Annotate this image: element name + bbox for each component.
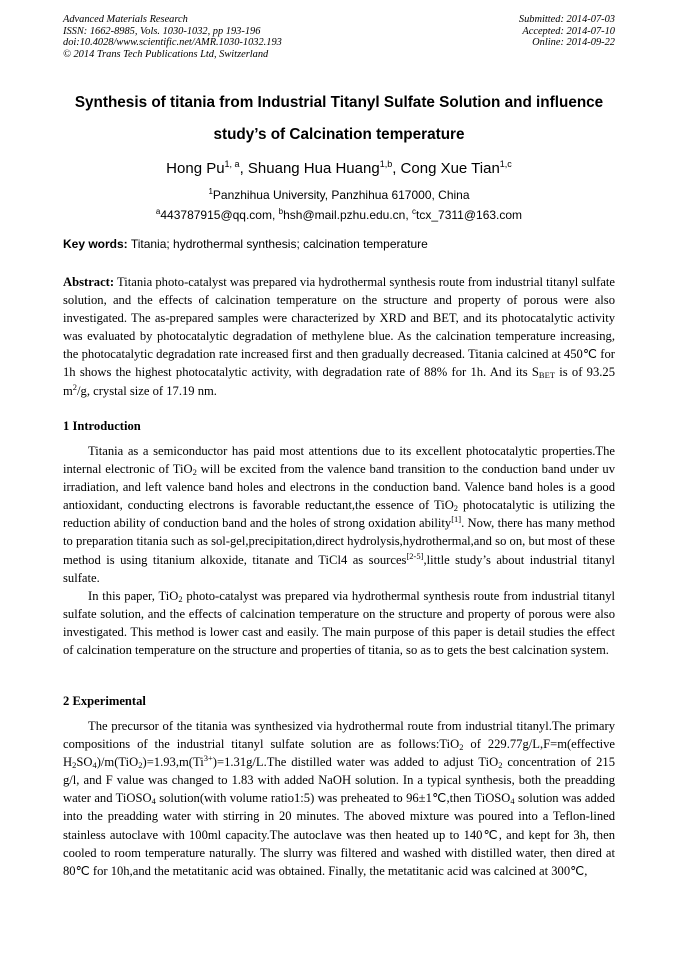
author-affiliation-mark: 1, a [224, 159, 240, 169]
citation: [2-5] [406, 550, 424, 561]
email-separator: , [405, 208, 413, 222]
experimental-section [63, 717, 615, 880]
text-run: . Now, there has many method to preparation titania such as sol-gel,precipitation,direct hydrolysis,hydrothermal,and so on, but most of these method is using titanium alkoxide, titanate and TiCl4 as sources [63, 516, 616, 567]
text-run: In this paper, TiO [88, 588, 179, 603]
journal-issn: ISSN: 1662-8985, Vols. 1030-1032, pp 193-196 [63, 25, 261, 37]
submitted-date: Submitted: 2014-07-03 [518, 14, 615, 25]
text-run: )=1.31g/L.The distilled water was added to adjust TiO [212, 755, 499, 770]
abstract-text: /g, crystal size of 17.19 nm. [77, 383, 217, 398]
email-list [0, 208, 678, 222]
text-run: of 229.77g/L,F=m(effective H [63, 737, 615, 770]
paragraph [63, 442, 615, 587]
author-name: Hong Pu [166, 160, 225, 177]
subscript: BET [538, 370, 555, 381]
affiliation-text: Panzhihua University, Panzhihua 617000, China [212, 188, 470, 202]
text-run: solution was added into the preadding water with stirring in 20 minutes. The aboved mixture was poured into a Teflon-lined stainless autoclave with 100ml capacity.The autoclave was then heated up to 140℃, and kept for 3h, then cooled to room temperature naturally. The slurry was filtered and washed with distilled water, then dired at 80℃ for 10h,and the metatitanic acid was obtained. Finally, the metatitanic acid was calcined at 300℃, [63, 791, 615, 878]
dates-header [519, 14, 615, 49]
text-run: photocatalytic is utilizing the reduction ability of conduction band and the holes of strong oxidation ability [63, 498, 615, 531]
subscript: 4 [510, 796, 515, 807]
keywords [63, 237, 428, 251]
subscript: 4 [151, 796, 156, 807]
subscript: 2 [498, 760, 503, 771]
email-address: 443787915@qq.com [160, 208, 272, 222]
keywords-label: Key words: [63, 237, 128, 251]
text-run: will be excited from the valence band transition to the conduction band under uv irradiation, and left valence band holes and electrons in the conduction band. Valence band holes is a good antioxidant, conducting electrons is favorable reductant,the essence of TiO [63, 462, 615, 513]
text-run: solution(with volume ratio1:5) was preheated to 96±1℃,then TiOSO [155, 791, 511, 806]
abstract-text: Titania photo-catalyst was prepared via hydrothermal synthesis route from industrial titanyl sulfate solution, and the effects of calcination temperature on the structure and property of porous were also investigated. The as-prepared samples were characterized by XRD and BET, and its photocatalytic activity was evaluated by photocatalytic degradation of methylene blue. As the calcination temperature increasing, the photocatalytic degradation rate increased first and then gradually decreased. Titania calcined at 450℃ for 1h shows the highest photocatalytic activity, with degradation rate of 88% for 1h. And its S [63, 275, 616, 380]
subscript: 2 [138, 760, 143, 771]
citation: [1] [451, 514, 462, 525]
text-run: Titania as a semiconductor has paid most attentions due to its excellent photocatalytic properties.The internal electronic of TiO [63, 444, 615, 477]
journal-doi: doi:10.4028/www.scientific.net/AMR.1030-1032.193 [63, 37, 282, 49]
abstract-text: is of 93.25 m [63, 365, 615, 398]
paper-title-line-2: study’s of Calcination temperature [213, 126, 465, 143]
author-affiliation-mark: 1,b [379, 159, 393, 169]
introduction-section [63, 442, 615, 659]
author-affiliation-mark: 1,c [499, 159, 512, 169]
accepted-date: Accepted: 2014-07-10 [522, 25, 615, 37]
journal-header [63, 14, 282, 60]
text-run: photo-catalyst was prepared via hydrothermal synthesis route from industrial titanyl sulfate solution, and the effects of calcination temperature on the structure and property of porous were also investigated. This method is lower cast and easily. The main purpose of this paper is detail studies the effect of calcination temperature on the structure and properties of titania, so as to gets the best calcination system. [63, 588, 616, 658]
email-separator: , [271, 208, 279, 222]
author-separator: , [392, 160, 401, 177]
journal-name: Advanced Materials Research [63, 14, 188, 25]
text-run: The precursor of the titania was synthesized via hydrothermal route from industrial titanyl.The primary compositions of the industrial titanyl sulfate solution are as follows:TiO [63, 719, 615, 752]
subscript: 2 [192, 467, 197, 478]
email-address: hsh@mail.pzhu.edu.cn [283, 208, 406, 222]
author-name: Shuang Hua Huang [247, 160, 380, 177]
paragraph [63, 717, 615, 880]
affiliation-mark: 1 [208, 187, 213, 196]
subscript: 2 [459, 742, 464, 753]
keywords-text: Titania; hydrothermal synthesis; calcination temperature [130, 237, 428, 251]
text-run: )=1.93,m(Ti [142, 755, 204, 770]
email-mark: a [155, 207, 161, 216]
text-run: ,little study’s about industrial titanyl sulfate. [63, 552, 616, 585]
superscript: 2 [72, 381, 78, 392]
section-heading-experimental: 2 Experimental [63, 694, 146, 708]
author-separator: , [239, 160, 248, 177]
author-name: Cong Xue Tian [400, 160, 500, 177]
journal-copyright: © 2014 Trans Tech Publications Ltd, Switzerland [63, 48, 269, 60]
online-date: Online: 2014-09-22 [532, 37, 615, 49]
paragraph [63, 587, 615, 659]
abstract-label: Abstract: [63, 275, 115, 289]
abstract [63, 273, 615, 400]
text-run: SO [76, 755, 93, 770]
subscript: 2 [178, 593, 183, 604]
email-mark: c [412, 207, 417, 216]
superscript: 3+ [203, 753, 213, 764]
text-run: )/m(TiO [96, 755, 139, 770]
section-heading-introduction: 1 Introduction [63, 419, 141, 433]
subscript: 2 [453, 503, 459, 514]
email-address: tcx_7311@163.com [416, 208, 523, 222]
paper-title-line-1: Synthesis of titania from Industrial Titanyl Sulfate Solution and influence [74, 94, 604, 111]
subscript: 2 [72, 760, 77, 771]
email-mark: b [278, 207, 284, 216]
subscript: 4 [92, 760, 97, 771]
affiliation [0, 188, 678, 202]
author-list [0, 160, 678, 177]
text-run: concentration of 215 g/l, and F value was changed to 1.83 with added NaOH solution. In a typical synthesis, both the preadding water and TiOSO [63, 755, 615, 806]
